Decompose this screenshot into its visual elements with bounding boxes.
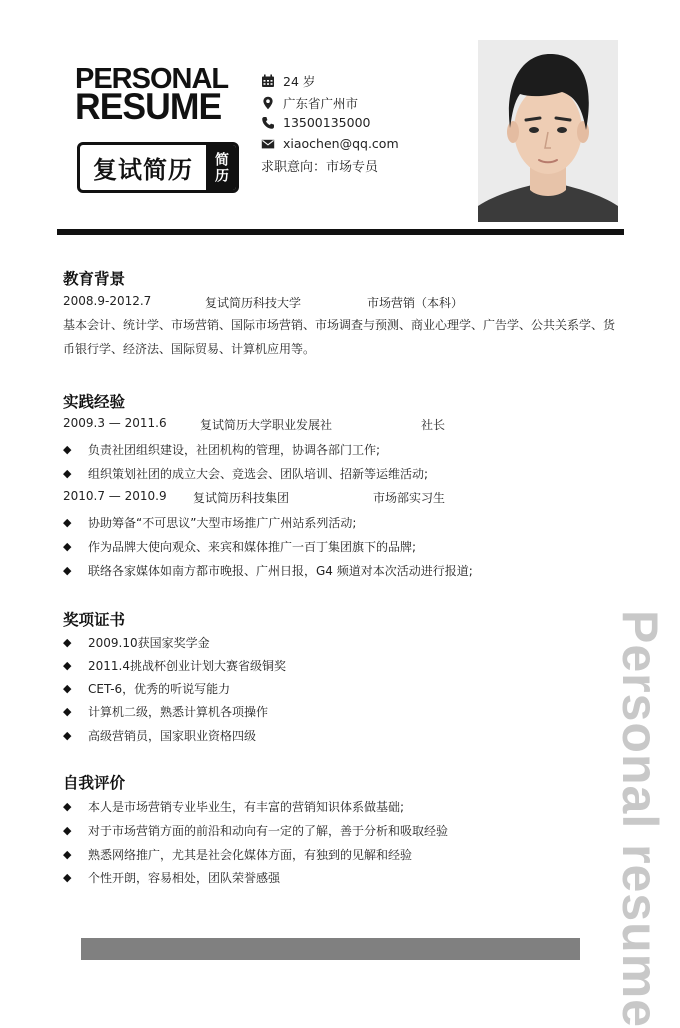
diamond-bullet-icon: ◆ bbox=[63, 682, 72, 695]
list-item-text: 计算机二级，熟悉计算机各项操作 bbox=[88, 705, 269, 719]
section-title-experience: 实践经验 bbox=[63, 393, 126, 411]
list-item-text: 个性开朗，容易相处，团队荣誉感强 bbox=[88, 871, 281, 885]
list-item-text: 2011.4挑战杯创业计划大赛省级铜奖 bbox=[88, 659, 286, 673]
list-item-text: 联络各家媒体如南方都市晚报、广州日报，G4 频道对本次活动进行报道; bbox=[88, 564, 473, 578]
education-courses bbox=[63, 313, 623, 361]
list-item bbox=[63, 465, 428, 482]
profile-photo bbox=[478, 40, 618, 222]
location-text: 广东省广州市 bbox=[283, 96, 359, 111]
list-item bbox=[63, 657, 286, 674]
list-item-text: 本人是市场营销专业毕业生，有丰富的营销知识体系做基础; bbox=[88, 800, 405, 814]
list-item-text: 组织策划社团的成立大会、竞选会、团队培训、招新等运维活动; bbox=[88, 467, 429, 481]
job-1-period: 2009.3 — 2011.6 bbox=[63, 416, 167, 430]
calendar-icon bbox=[261, 74, 275, 88]
courses-line-1: 基本会计、统计学、市场营销、国际市场营销、市场调查与预测、商业心理学、广告学、公共关系学、货 bbox=[63, 318, 616, 332]
phone-text: 13500135000 bbox=[283, 115, 371, 130]
list-item bbox=[63, 727, 256, 744]
list-item bbox=[63, 703, 268, 720]
diamond-bullet-icon: ◆ bbox=[63, 824, 72, 837]
footer-bar bbox=[81, 938, 580, 960]
list-item-text: 2009.10获国家奖学金 bbox=[88, 636, 210, 650]
job-2-org: 复试简历科技集团 bbox=[193, 491, 290, 505]
envelope-icon bbox=[261, 137, 275, 151]
diamond-bullet-icon: ◆ bbox=[63, 564, 72, 577]
diamond-bullet-icon: ◆ bbox=[63, 659, 72, 672]
contact-location bbox=[261, 94, 358, 112]
list-item bbox=[63, 441, 380, 458]
courses-line-2: 币银行学、经济法、国际贸易、计算机应用等。 bbox=[63, 342, 316, 356]
job-2-period: 2010.7 — 2010.9 bbox=[63, 489, 167, 503]
diamond-bullet-icon: ◆ bbox=[63, 516, 72, 529]
list-item bbox=[63, 869, 280, 886]
job-1-role: 社长 bbox=[421, 418, 446, 432]
list-item-text: 协助筹备“不可思议”大型市场推广广州站系列活动; bbox=[88, 516, 357, 530]
resume-tag-box bbox=[77, 142, 239, 193]
objective-text: 求职意向：市场专员 bbox=[261, 160, 379, 175]
list-item-text: 熟悉网络推广，尤其是社会化媒体方面，有独到的见解和经验 bbox=[88, 848, 413, 862]
personal-resume-watermark: Personal resume bbox=[612, 610, 668, 1028]
diamond-bullet-icon: ◆ bbox=[63, 636, 72, 649]
contact-age bbox=[261, 72, 315, 90]
job-1-org: 复试简历大学职业发展社 bbox=[200, 418, 333, 432]
title-personal: PERSONAL bbox=[75, 63, 229, 95]
list-item bbox=[63, 562, 473, 579]
list-item bbox=[63, 634, 210, 651]
tag-side-text: 简历 bbox=[206, 145, 236, 190]
diamond-bullet-icon: ◆ bbox=[63, 729, 72, 742]
header-divider bbox=[57, 229, 624, 235]
title-resume: RESUME bbox=[75, 86, 222, 127]
section-title-self-eval: 自我评价 bbox=[63, 774, 126, 792]
phone-icon bbox=[261, 116, 275, 130]
diamond-bullet-icon: ◆ bbox=[63, 705, 72, 718]
list-item-text: CET-6，优秀的听说写能力 bbox=[88, 682, 231, 696]
age-text: 24 岁 bbox=[283, 74, 316, 89]
diamond-bullet-icon: ◆ bbox=[63, 800, 72, 813]
job-2-role: 市场部实习生 bbox=[373, 491, 446, 505]
diamond-bullet-icon: ◆ bbox=[63, 848, 72, 861]
list-item bbox=[63, 798, 404, 815]
list-item-text: 负责社团组织建设，社团机构的管理，协调各部门工作; bbox=[88, 443, 381, 457]
list-item bbox=[63, 822, 448, 839]
list-item bbox=[63, 680, 230, 697]
diamond-bullet-icon: ◆ bbox=[63, 871, 72, 884]
list-item bbox=[63, 538, 416, 555]
list-item bbox=[63, 514, 356, 531]
section-title-education: 教育背景 bbox=[63, 270, 126, 288]
location-pin-icon bbox=[261, 96, 275, 110]
section-title-awards: 奖项证书 bbox=[63, 611, 126, 629]
contact-email bbox=[261, 136, 399, 151]
diamond-bullet-icon: ◆ bbox=[63, 540, 72, 553]
list-item-text: 高级营销员，国家职业资格四级 bbox=[88, 729, 257, 743]
job-objective bbox=[261, 156, 378, 175]
diamond-bullet-icon: ◆ bbox=[63, 467, 72, 480]
email-text: xiaochen@qq.com bbox=[283, 136, 399, 151]
education-period: 2008.9-2012.7 bbox=[63, 294, 152, 308]
list-item bbox=[63, 846, 412, 863]
tag-main-text: 复试简历 bbox=[93, 156, 193, 184]
contact-phone bbox=[261, 115, 370, 130]
list-item-text: 作为品牌大使向观众、来宾和媒体推广一百丁集团旗下的品牌; bbox=[88, 540, 417, 554]
portrait-illustration bbox=[478, 40, 618, 222]
list-item-text: 对于市场营销方面的前沿和动向有一定的了解，善于分析和吸取经验 bbox=[88, 824, 449, 838]
education-major: 市场营销（本科） bbox=[367, 296, 464, 310]
diamond-bullet-icon: ◆ bbox=[63, 443, 72, 456]
education-school: 复试简历科技大学 bbox=[205, 296, 302, 310]
